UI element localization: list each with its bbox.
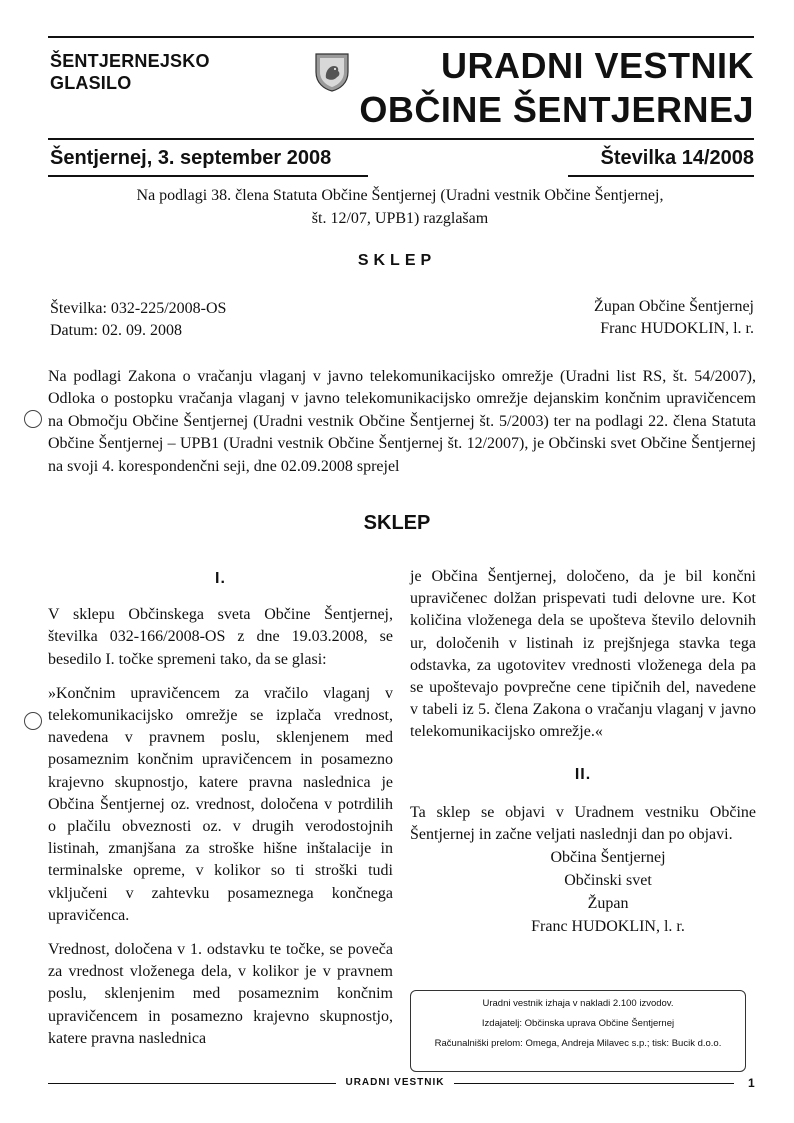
publication-name <box>50 50 210 94</box>
reference-date: Datum: 02. 09. 2008 <box>50 322 182 339</box>
mayor-title: Župan Občine Šentjernej <box>594 298 754 315</box>
section1-paragraph2: »Končnim upravičencem za vračilo vlaganj v telekomunikacijsko omrežje se izplača vrednost, navedena v pravnem poslu, sklenjenem med posameznim končnim upravičencem in posamezno krajevno skupnostjo, katere pravna naslednica je Občina Šentjernej oz. vrednost, določena v potrdilih o plačilu obveznosti oz. v drugih verodostojnih listinah, zmanjšana za stroške hišne inštalacije in terminalske opreme, v kolikor so ti stroški tudi vključeni v zahtevku posameznega končnega upravičenca. <box>48 684 393 924</box>
imprint-print: Računalniški prelom: Omega, Andreja Milavec s.p.; tisk: Bucik d.o.o. <box>434 1038 722 1049</box>
footer-rule-left <box>48 1083 336 1084</box>
signature-mayor-title: Župan <box>587 895 629 913</box>
signature-municipality: Občina Šentjernej <box>550 849 666 867</box>
intro-line1: Na podlagi 38. člena Statuta Občine Šentjernej (Uradni vestnik Občine Šentjernej, <box>136 187 664 204</box>
section1-paragraph1: V sklepu Občinskega sveta Občine Šentjernej, številka 032-166/2008-OS z dne 19.03.2008, se besedilo I. točke spremeni tako, da se glasi: <box>48 606 393 668</box>
preamble-paragraph: Na podlagi Zakona o vračanju vlaganj v javno telekomunikacijsko omrežje (Uradni list RS, št. 54/2007), Odloka o postopku vračanja vlaganj v javno telekomunikacijsko omrežje dejanskim končnim upravičencem na Območju Občine Šentjernej (Uradni vestnik Občine Šentjernej št. 5/2003) ter na podlagi 22. člena Statuta Občine Šentjernej – UPB1 (Uradni vestnik Občine Šentjernej št. 12/2007), je Občinski svet Občine Šentjernej na svoji 4. korespondenčni seji, dne 02.09.2008 sprejel <box>48 368 756 475</box>
section2-paragraph1: Ta sklep se objavi v Uradnem vestniku Občine Šentjernej in začne veljati naslednji dan po objavi. <box>410 803 756 844</box>
page-number: 1 <box>748 1076 755 1090</box>
masthead-rule <box>48 138 754 140</box>
reference-block <box>50 298 226 342</box>
masthead-title-line2: OBČINE ŠENTJERNEJ <box>359 89 754 130</box>
council-signature <box>460 846 756 938</box>
imprint-circulation: Uradni vestnik izhaja v nakladi 2.100 izvodov. <box>482 998 674 1009</box>
left-column <box>48 566 393 1050</box>
punch-hole <box>24 410 42 428</box>
section-heading-2: II. <box>574 765 592 783</box>
intro-line2: št. 12/07, UPB1) razglašam <box>311 210 489 227</box>
signature-council: Občinski svet <box>564 872 652 890</box>
footer-rule-right <box>454 1083 734 1084</box>
reference-number: Številka: 032-225/2008-OS <box>50 300 227 317</box>
issue-number: Številka 14/2008 <box>600 147 754 169</box>
coat-of-arms-icon <box>314 52 350 92</box>
imprint-publisher: Izdajatelj: Občinska uprava Občine Šentjernej <box>481 1018 675 1029</box>
publication-name-line1: ŠENTJERNEJSKO <box>50 51 210 71</box>
imprint-box <box>410 990 746 1072</box>
issue-underline <box>568 175 754 177</box>
section1-paragraph3: Vrednost, določena v 1. odstavku te točke, se poveča za vrednost vloženega dela, v kolikor je v pravnem poslu, sklenjenim med posameznim končnim upravičencem in posamezno krajevno skupnostjo, katere pravna naslednica <box>48 941 393 1047</box>
mayor-name: Franc HUDOKLIN, l. r. <box>600 320 754 337</box>
section1-paragraph4: je Občina Šentjernej, določeno, da je bil končni upravičenec dolžan prispevati tudi delovne ure. Kot količina vloženega dela se upošteva število delovnih ur, določenih v listinah iz prejšnjega stavka tega odstavka, za ugotovitev vrednosti vloženega dela pa se upoštevajo povprečne cene tipičnih del, navedene v tabeli iz 5. člena Zakona o vračanju vlaganj v javno telekomunikacijsko omrežje.« <box>410 568 756 741</box>
mayor-signature <box>594 296 754 340</box>
issue-date: Šentjernej, 3. september 2008 <box>50 147 332 169</box>
right-column <box>410 566 756 938</box>
signature-mayor-name: Franc HUDOKLIN, l. r. <box>531 918 685 936</box>
masthead-title-line1: URADNI VESTNIK <box>440 45 754 86</box>
footer-label: URADNI VESTNIK <box>345 1077 445 1088</box>
date-underline <box>48 175 368 177</box>
resolution-title: SKLEP <box>363 512 431 534</box>
section-heading-1: I. <box>215 570 226 587</box>
punch-hole <box>24 712 42 730</box>
decree-title: SKLEP <box>357 252 437 269</box>
publication-name-line2: GLASILO <box>50 73 132 93</box>
top-rule <box>48 36 754 38</box>
intro-text <box>80 184 720 230</box>
